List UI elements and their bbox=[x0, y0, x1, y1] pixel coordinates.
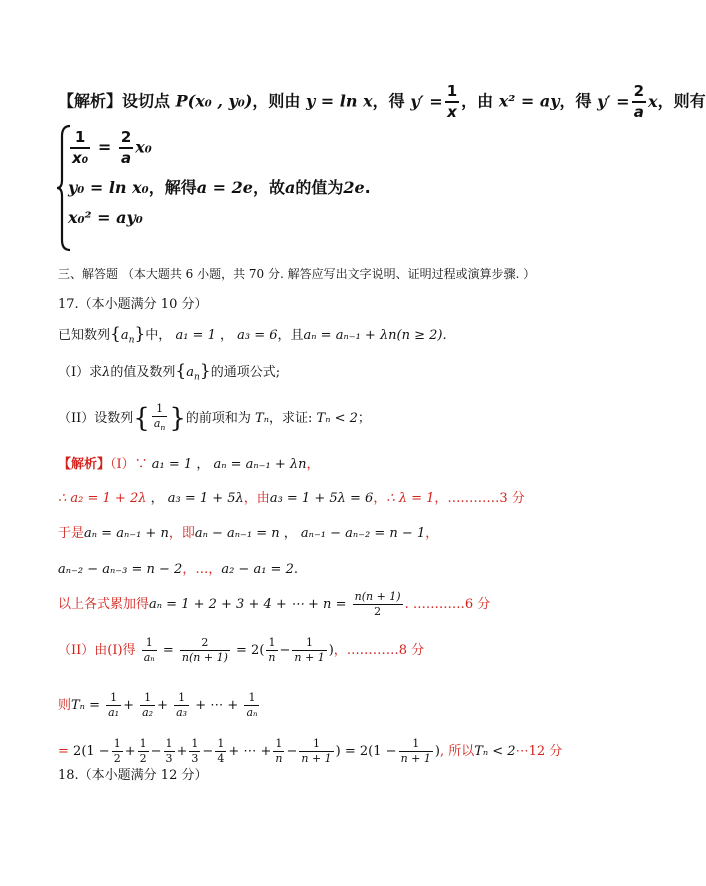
q17-heading: 17.（本小题满分 10 分） bbox=[58, 297, 208, 312]
fraction: $\frac{1}{3}$ bbox=[191, 737, 199, 765]
fraction: $\frac{1}{3}$ bbox=[165, 737, 173, 765]
fraction: $\frac{1}{n}$ bbox=[275, 737, 283, 765]
sol17-line7: 则Tₙ = $\frac{1}{\text{a₁}}$ + $\frac{1}{\text{a₂}}$ + $\frac{1}{\text{a₃}}$ + ⋯ + $\frac{1}{\text{aₙ}}$ bbox=[58, 691, 258, 719]
system-eq2: y₀ = ln x₀，解得a = 2e，故a的值为2e. bbox=[68, 178, 371, 197]
fraction: $\frac{n(n + 1)}{2}$ bbox=[354, 590, 401, 618]
analysis-tag: 【解析】 bbox=[58, 91, 123, 111]
system-eq1: $\frac{1}{\text{x₀}}$ = $\frac{2}{a}$ x₀ bbox=[72, 128, 152, 167]
fraction: $\frac{1}{n + 1}$ bbox=[301, 737, 332, 765]
sequence-braces: { bbox=[110, 324, 121, 344]
fraction: $\frac{1}{\text{a₃}}$ bbox=[176, 691, 188, 719]
sol17-line6: （II）由(I)得 $\frac{1}{\text{aₙ}}$ = $\frac{2}{n(n + 1)}$ = 2( $\frac{1}{n}$ − $\frac{1}{n + 1}$ )，…………8 分 bbox=[58, 636, 425, 664]
q17-part1: （I）求λ的值及数列$\{a_n\}$的通项公式; bbox=[58, 361, 281, 383]
fraction: $\frac{1}{\text{a₂}}$ bbox=[142, 691, 154, 719]
q18-heading: 18.（本小题满分 12 分） bbox=[58, 768, 208, 783]
fraction: $\frac{1}{\text{aₙ}}$ bbox=[246, 691, 258, 719]
fraction: $\frac{1}{n}$ bbox=[268, 636, 276, 664]
fraction: $\frac{1}{n + 1}$ bbox=[294, 636, 325, 664]
fraction: $\frac{1}{\text{a₁}}$ bbox=[108, 691, 120, 719]
fraction: $\frac{1}{x}$ bbox=[446, 82, 458, 121]
fraction: $\frac{2}{n(n + 1)}$ bbox=[181, 636, 228, 664]
fraction: $\frac{1}{2}$ bbox=[139, 737, 147, 765]
sol17-line8: = 2(1 − $\frac{1}{2}$ + $\frac{1}{2}$ − $\frac{1}{3}$ + $\frac{1}{3}$ − $\frac{1}{4}$ + ⋯ + $\frac{1}{n}$ − $\frac{1}{n + 1}$ ) = 2(1 − $\frac{1}{n + 1}$ ), 所以Tₙ < 2⋯12 分 bbox=[58, 737, 563, 765]
fraction: $\frac{1}{\text{x₀}}$ bbox=[72, 128, 89, 167]
sol17-line5: 以上各式累加得aₙ = 1 + 2 + 3 + 4 + ⋯ + n = $\frac{n(n + 1)}{2}$ . …………6 分 bbox=[58, 590, 491, 618]
q17-stem: 已知数列$\{a_n\}$中， a₁ = 1 ， a₃ = 6，且aₙ = aₙ₋₁ + λn(n ≥ 2). bbox=[58, 324, 447, 346]
sol17-line3: 于是aₙ = aₙ₋₁ + n，即aₙ − aₙ₋₁ = n ， aₙ₋₁ − aₙ₋₂ = n − 1， bbox=[58, 526, 439, 541]
fraction: $\frac{1}{n + 1}$ bbox=[400, 737, 431, 765]
sol17-line1: 【解析】（I）∵ a₁ = 1 ， aₙ = aₙ₋₁ + λn， bbox=[58, 457, 320, 472]
tangent-point: P(x₀ , y₀) bbox=[175, 91, 253, 111]
fraction: $\frac{2}{a}$ bbox=[120, 128, 132, 167]
fraction: $\frac{1}{2}$ bbox=[113, 737, 121, 765]
section-heading: 三、解答题 （本大题共 6 小题，共 70 分. 解答应写出文字说明、证明过程或演算步骤. ） bbox=[58, 267, 536, 281]
sol17-line4: aₙ₋₂ − aₙ₋₃ = n − 2，…，a₂ − a₁ = 2. bbox=[58, 562, 298, 577]
solution-tag: 【解析】 bbox=[58, 457, 111, 472]
q17-part2: （II）设数列{ $\frac{1}{a_n}$ }的前项和为 Tₙ，求证: Tₙ < 2； bbox=[58, 402, 371, 434]
fraction: $\frac{1}{\text{aₙ}}$ bbox=[143, 636, 155, 664]
analysis-line: 【解析】设切点 P(x₀ , y₀)，则由 y = ln x，得 y′ = $\frac{1}{x}$ ，由 x² = ay，得 y′ = $\frac{2}{a}$ x，则有 bbox=[58, 82, 706, 121]
sol17-line2: ∴ a₂ = 1 + 2λ ， a₃ = 1 + 5λ，由a₃ = 1 + 5λ = 6，∴ λ = 1，…………3 分 bbox=[58, 491, 525, 506]
fraction: $\frac{1}{4}$ bbox=[217, 737, 225, 765]
fraction: $\frac{2}{a}$ bbox=[633, 82, 645, 121]
fraction: $\frac{1}{a_n}$ bbox=[153, 402, 166, 433]
system-eq3: x₀² = ay₀ bbox=[68, 208, 143, 227]
